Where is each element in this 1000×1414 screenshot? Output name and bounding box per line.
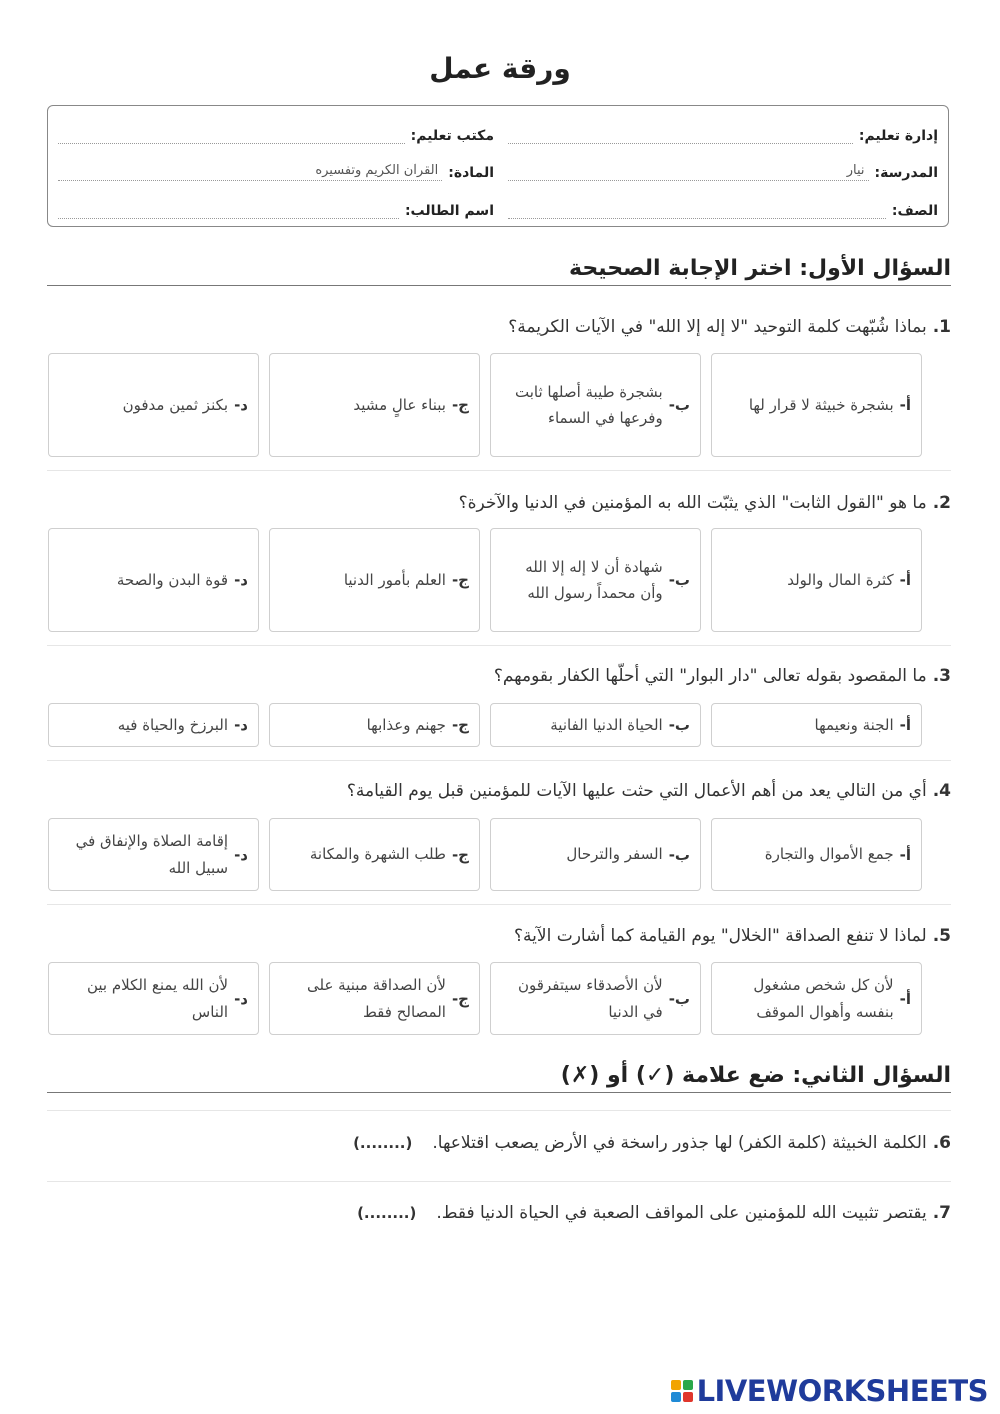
- class-field: [508, 193, 938, 219]
- option-text: إقامة الصلاة والإنفاق في سبيل الله: [75, 832, 229, 877]
- admin-label: إدارة تعليم:: [858, 128, 938, 144]
- option-text: لأن كل شخص مشغول بنفسه وأهوال الموقف: [753, 976, 894, 1021]
- question-number: 6.: [932, 1133, 951, 1153]
- liveworksheets-logo: [671, 1374, 988, 1408]
- option-q1-a[interactable]: [711, 353, 922, 457]
- section1-title: السؤال الأول: اختر الإجابة الصحيحة: [47, 256, 951, 286]
- school-input[interactable]: نيار: [508, 163, 869, 181]
- question-text: ما المقصود بقوله تعالى "دار البوار" التي أحلّها الكفار بقومهم؟: [493, 666, 927, 686]
- logo-text: LIVEWORKSHEETS: [696, 1374, 988, 1408]
- question-number: 4.: [932, 781, 951, 801]
- option-q3-a[interactable]: [711, 703, 922, 747]
- option-q5-b[interactable]: [490, 962, 701, 1035]
- option-letter: أ-: [899, 845, 911, 864]
- option-text: طلب الشهرة والمكانة: [309, 845, 446, 864]
- statement-text: يقتصر تثبيت الله للمؤمنين على المواقف الصعبة في الحياة الدنيا فقط.: [436, 1203, 927, 1223]
- info-box: [47, 105, 949, 227]
- option-text: البرزخ والحياة فيه: [117, 715, 229, 734]
- question-number: 5.: [932, 926, 951, 946]
- option-q1-b[interactable]: [490, 353, 701, 457]
- option-text: جمع الأموال والتجارة: [764, 845, 894, 864]
- option-q4-b[interactable]: [490, 818, 701, 891]
- option-text: قوة البدن والصحة: [116, 570, 229, 589]
- option-q4-c[interactable]: [269, 818, 480, 891]
- question-number: 1.: [932, 317, 951, 337]
- option-letter: د-: [234, 396, 248, 414]
- option-q3-d[interactable]: [48, 703, 259, 747]
- option-letter: ب-: [668, 845, 690, 864]
- option-letter: ب-: [668, 989, 690, 1008]
- student-input[interactable]: [58, 201, 399, 219]
- option-q5-a[interactable]: [711, 962, 922, 1035]
- option-letter: د-: [234, 989, 248, 1008]
- option-letter: أ-: [899, 989, 911, 1008]
- option-text: بشجرة طيبة أصلها ثابت وفرعها في السماء: [514, 382, 663, 427]
- admin-input[interactable]: [508, 126, 853, 144]
- option-letter: ج-: [451, 989, 469, 1008]
- logo-grid-icon: [671, 1380, 693, 1402]
- question-text: أي من التالي يعد من أهم الأعمال التي حثت عليها الآيات للمؤمنين قبل يوم القيامة؟: [346, 781, 927, 801]
- divider: [47, 1110, 951, 1111]
- option-q3-b[interactable]: [490, 703, 701, 747]
- option-text: لأن الأصدقاء سيتفرقون في الدنيا: [518, 976, 663, 1021]
- option-text: الحياة الدنيا الفانية: [550, 715, 663, 734]
- office-input[interactable]: [58, 126, 405, 144]
- class-label: الصف:: [891, 203, 938, 219]
- divider: [47, 904, 951, 905]
- question-text: لماذا لا تنفع الصداقة "الخلال" يوم القيامة كما أشارت الآية؟: [514, 926, 927, 946]
- option-text: شهادة أن لا إله إلا الله وأن محمداً رسول الله: [525, 557, 663, 602]
- subject-input[interactable]: القرآن الكريم وتفسيره: [58, 163, 442, 181]
- option-text: بكنز ثمين مدفون: [122, 395, 229, 414]
- option-q3-c[interactable]: [269, 703, 480, 747]
- true-false-6: [47, 1133, 951, 1153]
- option-text: الجنة ونعيمها: [814, 715, 894, 734]
- option-text: كثرة المال والولد: [787, 570, 894, 589]
- subject-field: [58, 155, 494, 181]
- option-letter: أ-: [899, 396, 911, 414]
- option-text: جهنم وعذابها: [366, 715, 446, 734]
- subject-label: المادة:: [448, 165, 494, 181]
- question-5: [47, 926, 951, 946]
- option-letter: ج-: [451, 571, 469, 589]
- option-letter: ج-: [451, 396, 469, 414]
- class-input[interactable]: [508, 201, 886, 219]
- option-letter: ب-: [668, 396, 690, 414]
- option-q5-d[interactable]: [48, 962, 259, 1035]
- question-1: [47, 317, 951, 337]
- option-letter: أ-: [899, 571, 911, 589]
- office-label: مكتب تعليم:: [410, 128, 494, 144]
- divider: [47, 1181, 951, 1182]
- divider: [47, 645, 951, 646]
- option-text: السفر والترحال: [566, 845, 663, 864]
- question-number: 3.: [932, 666, 951, 686]
- student-label: اسم الطالب:: [404, 203, 494, 219]
- option-letter: أ-: [899, 716, 911, 734]
- option-q2-a[interactable]: [711, 528, 922, 632]
- option-letter: د-: [234, 571, 248, 589]
- question-text: بماذا شُبّهت كلمة التوحيد "لا إله إلا الله" في الآيات الكريمة؟: [508, 317, 927, 337]
- option-q2-c[interactable]: [269, 528, 480, 632]
- option-text: لأن الله يمنع الكلام بين الناس: [86, 976, 229, 1021]
- option-text: العلم بأمور الدنيا: [343, 570, 446, 589]
- option-text: لأن الصداقة مبنية على المصالح فقط: [307, 976, 446, 1021]
- option-letter: ب-: [668, 716, 690, 734]
- divider: [47, 760, 951, 761]
- section2-title: السؤال الثاني: ضع علامة (✓) أو (✗): [47, 1063, 951, 1093]
- option-letter: ج-: [451, 716, 469, 734]
- option-letter: د-: [234, 716, 248, 734]
- question-3: [47, 666, 951, 686]
- office-field: [58, 118, 494, 144]
- option-letter: ب-: [668, 571, 690, 589]
- school-field: [508, 155, 938, 181]
- question-number: 7.: [932, 1203, 951, 1223]
- admin-field: [508, 118, 938, 144]
- true-false-7: [47, 1203, 951, 1223]
- option-q1-d[interactable]: [48, 353, 259, 457]
- option-letter: ج-: [451, 845, 469, 864]
- divider: [47, 470, 951, 471]
- option-q2-d[interactable]: [48, 528, 259, 632]
- option-q1-c[interactable]: [269, 353, 480, 457]
- option-text: بشجرة خبيثة لا قرار لها: [748, 395, 894, 414]
- question-text: ما هو "القول الثابت" الذي يثبّت الله به المؤمنين في الدنيا والآخرة؟: [458, 493, 927, 513]
- option-q5-c[interactable]: [269, 962, 480, 1035]
- question-2: [47, 493, 951, 513]
- option-text: ببناء عالٍ مشيد: [353, 395, 446, 414]
- option-letter: د-: [234, 845, 248, 864]
- student-field: [58, 193, 494, 219]
- option-q4-a[interactable]: [711, 818, 922, 891]
- option-q2-b[interactable]: [490, 528, 701, 632]
- statement-text: الكلمة الخبيثة (كلمة الكفر) لها جذور راسخة في الأرض يصعب اقتلاعها.: [432, 1133, 927, 1153]
- page-title: ورقة عمل: [429, 52, 571, 85]
- question-number: 2.: [932, 493, 951, 513]
- question-4: [47, 781, 951, 801]
- school-label: المدرسة:: [874, 165, 938, 181]
- option-q4-d[interactable]: [48, 818, 259, 891]
- answer-blank[interactable]: (........): [357, 1204, 417, 1222]
- answer-blank[interactable]: (........): [353, 1134, 413, 1152]
